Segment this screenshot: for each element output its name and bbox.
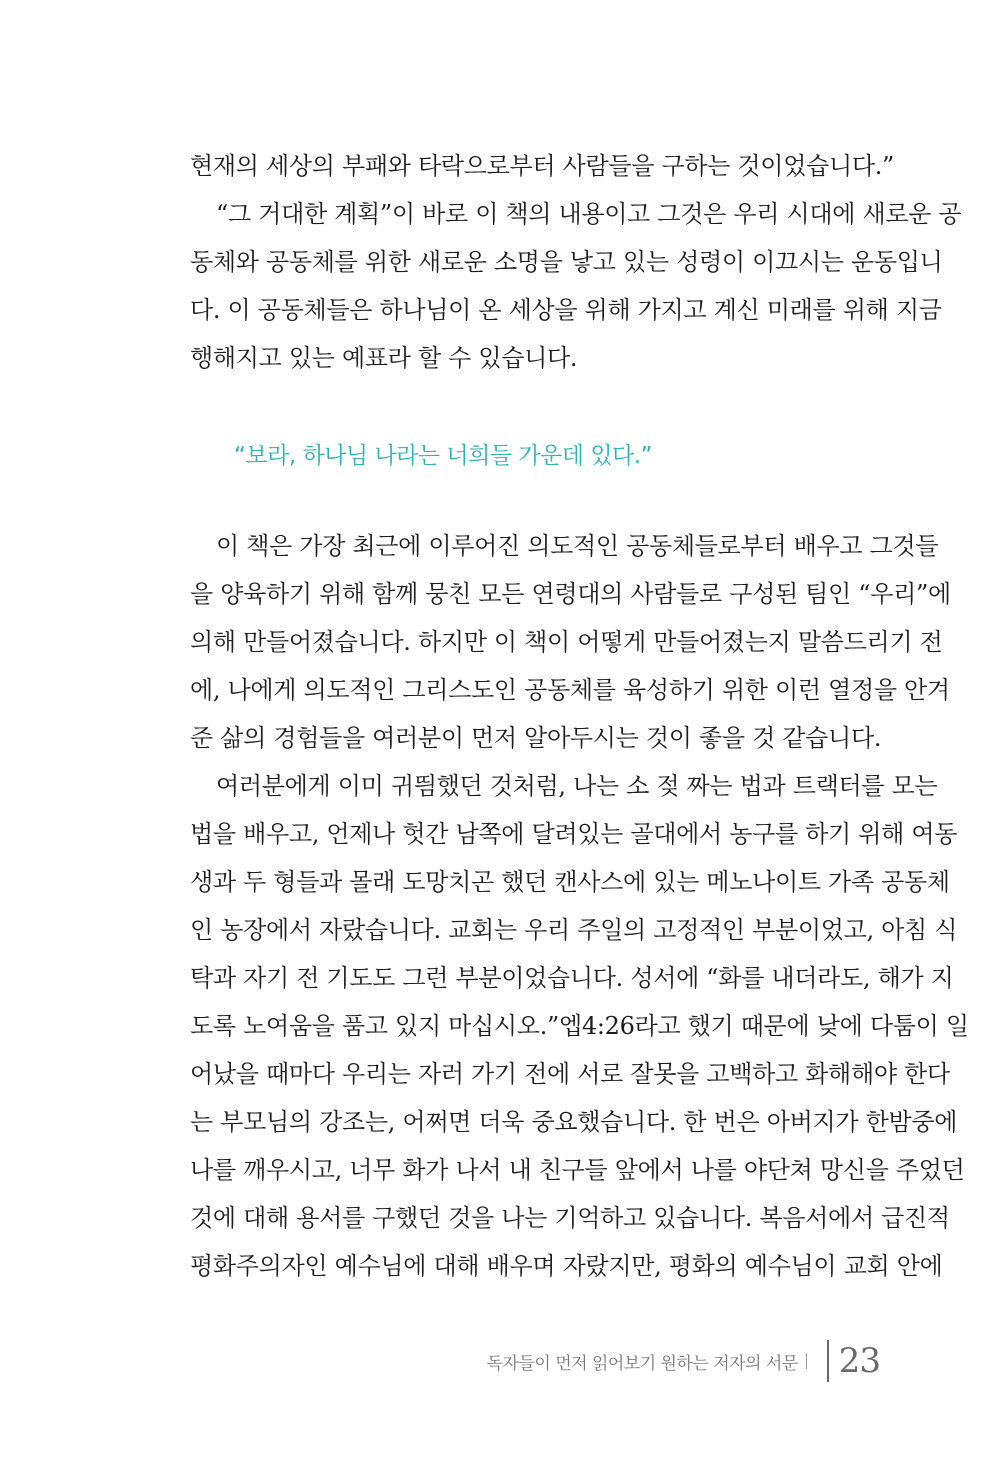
text-line: 탁과 자기 전 기도도 그런 부분이었습니다. 성서에 “화를 내더라도, 해가 지: [190, 964, 954, 992]
highlight-quote: “보라, 하나님 나라는 너희들 가운데 있다.”: [234, 443, 652, 469]
text-line: 평화주의자인 예수님에 대해 배우며 자랐지만, 평화의 예수님이 교회 안에: [190, 1252, 943, 1280]
text-line: 행해지고 있는 예표라 할 수 있습니다.: [190, 344, 578, 372]
text-line: 의해 만들어졌습니다. 하지만 이 책이 어떻게 만들어졌는지 말씀드리기 전: [190, 628, 943, 656]
text-line: 인 농장에서 자랐습니다. 교회는 우리 주일의 고정적인 부분이었고, 아침 식: [190, 916, 958, 944]
running-title: 독자들이 먼저 읽어보기 원하는 저자의 서문: [486, 1353, 798, 1374]
text-line: 에, 나에게 의도적인 그리스도인 공동체를 육성하기 위한 이런 열정을 안겨: [190, 676, 950, 704]
text-line: 준 삶의 경험들을 여러분이 먼저 알아두시는 것이 좋을 것 같습니다.: [190, 724, 882, 752]
footer-divider: [827, 1340, 829, 1382]
page-footer: [487, 1336, 880, 1386]
text-line: 여러분에게 이미 귀띔했던 것처럼, 나는 소 젖 짜는 법과 트랙터를 모는: [216, 772, 938, 800]
text-line: 다. 이 공동체들은 하나님이 온 세상을 위해 가지고 계신 미래를 위해 지금: [190, 296, 942, 324]
footer-divider-small: [806, 1353, 807, 1369]
text-line: 이 책은 가장 최근에 이루어진 의도적인 공동체들로부터 배우고 그것들: [216, 532, 939, 560]
text-line: 나를 깨우시고, 너무 화가 나서 내 친구들 앞에서 나를 야단쳐 망신을 주었던: [190, 1156, 965, 1184]
text-line: “그 거대한 계획”이 바로 이 책의 내용이고 그것은 우리 시대에 새로운 공: [216, 200, 962, 228]
text-line: 법을 배우고, 언제나 헛간 남쪽에 달려있는 골대에서 농구를 하기 위해 여동: [190, 820, 958, 848]
paragraph-block-1: [190, 142, 962, 382]
text-line: 을 양육하기 위해 함께 뭉친 모든 연령대의 사람들로 구성된 팀인 “우리”에: [190, 580, 951, 608]
text-line: 동체와 공동체를 위한 새로운 소명을 낳고 있는 성령이 이끄시는 운동입니: [190, 248, 943, 276]
text-line: 는 부모님의 강조는, 어쩌면 더욱 중요했습니다. 한 번은 아버지가 한밤중에: [190, 1108, 958, 1136]
page-number: 23: [838, 1341, 880, 1381]
text-line: 생과 두 형들과 몰래 도망치곤 했던 캔사스에 있는 메노나이트 가족 공동체: [190, 868, 950, 896]
text-line: 현재의 세상의 부패와 타락으로부터 사람들을 구하는 것이었습니다.”: [190, 152, 895, 180]
text-line: 도록 노여움을 품고 있지 마십시오.”엡4:26라고 했기 때문에 낮에 다툼이 일: [190, 1012, 969, 1040]
paragraph-block-2: [190, 522, 969, 1290]
text-line: 것에 대해 용서를 구했던 것을 나는 기억하고 있습니다. 복음서에서 급진적: [190, 1204, 950, 1232]
text-line: 어났을 때마다 우리는 자러 가기 전에 서로 잘못을 고백하고 화해해야 한다: [190, 1060, 950, 1088]
